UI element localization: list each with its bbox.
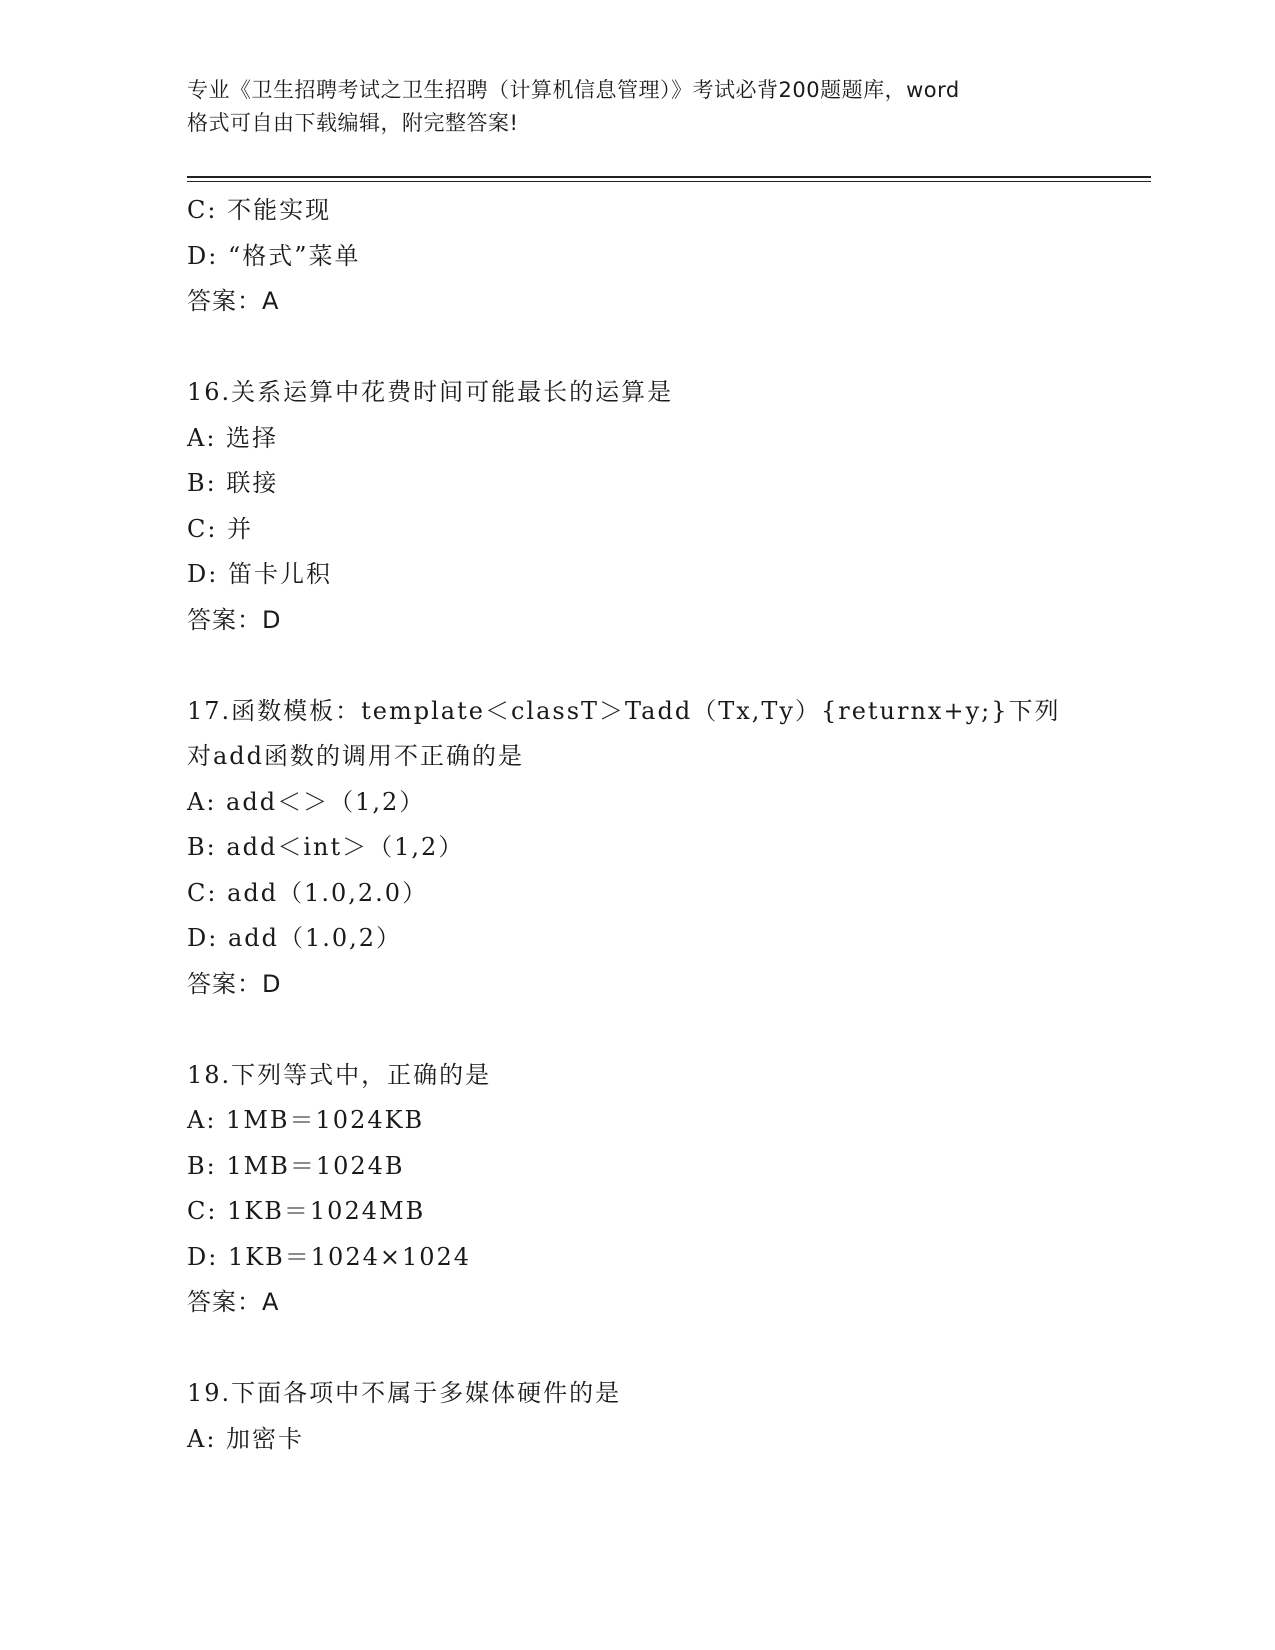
header-divider-thin	[187, 181, 1151, 182]
header-title-line-2: 格式可自由下载编辑，附完整答案!	[187, 111, 519, 135]
spacer	[187, 643, 1087, 689]
option-d: D: “格式”菜单	[187, 241, 361, 270]
option-b: B: 1MB＝1024B	[187, 1151, 405, 1180]
question-19	[187, 1371, 1087, 1462]
question-text: 19.下面各项中不属于多媒体硬件的是	[187, 1379, 622, 1407]
option-c: C: 1KB＝1024MB	[187, 1197, 426, 1225]
question-text: 16.关系运算中花费时间可能最长的运算是	[187, 378, 674, 406]
answer-line: 答案：D	[187, 969, 282, 998]
answer-line: 答案：A	[187, 1288, 280, 1316]
previous-question-fragment	[187, 188, 1087, 325]
option-d: D: 笛卡儿积	[187, 560, 332, 588]
question-content	[187, 188, 1087, 1462]
spacer	[187, 1326, 1087, 1372]
option-c: C: 不能实现	[187, 196, 332, 224]
spacer	[187, 1007, 1087, 1053]
option-d: D: add（1.0,2）	[187, 924, 403, 952]
question-text-continued: 对add函数的调用不正确的是	[187, 742, 525, 770]
answer-line: 答案：D	[187, 605, 282, 634]
header-divider-thick	[187, 176, 1151, 178]
option-a: A: 加密卡	[187, 1424, 305, 1453]
spacer	[187, 325, 1087, 371]
answer-line: 答案：A	[187, 287, 280, 315]
option-d: D: 1KB＝1024×1024	[187, 1242, 472, 1271]
option-b: B: 联接	[187, 469, 279, 497]
question-text: 18.下列等式中，正确的是	[187, 1060, 492, 1089]
option-c: C: 并	[187, 514, 254, 543]
question-text: 17.函数模板：template＜classT＞Tadd（Tx,Ty）{returnx+y;}下列	[187, 696, 1061, 725]
document-header	[187, 74, 1087, 140]
option-a: A: add＜＞（1,2）	[187, 787, 426, 816]
header-title-line-1: 专业《卫生招聘考试之卫生招聘（计算机信息管理）》考试必背200题题库，word	[187, 78, 960, 102]
question-18	[187, 1053, 1087, 1326]
option-a: A: 选择	[187, 423, 279, 452]
option-a: A: 1MB＝1024KB	[187, 1106, 425, 1134]
option-b: B: add＜int＞（1,2）	[187, 833, 465, 861]
question-17	[187, 689, 1087, 1008]
option-c: C: add（1.0,2.0）	[187, 878, 429, 907]
question-16	[187, 370, 1087, 643]
